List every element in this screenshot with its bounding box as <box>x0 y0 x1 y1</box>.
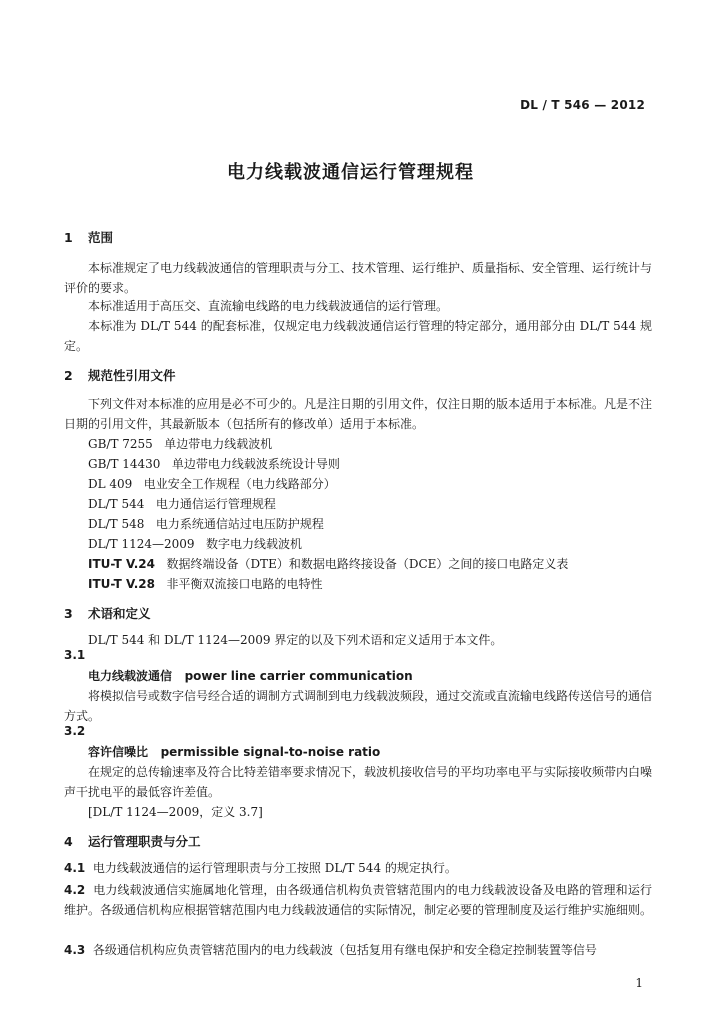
term-3-1-name: 电力线载波通信 power line carrier communication <box>88 669 413 683</box>
section-3-heading <box>64 604 151 622</box>
term-3-2-source: [DL/T 1124—2009，定义 3.7] <box>88 805 263 819</box>
section-2-number: 2 <box>64 368 73 383</box>
section-4-number: 4 <box>64 834 73 849</box>
reference-item: ITU-T V.28 非平衡双流接口电路的电特性 <box>88 577 323 591</box>
reference-item: ITU-T V.24 数据终端设备（DTE）和数据电路终接设备（DCE）之间的接口电路定义表 <box>88 557 569 571</box>
term-3-1-definition: 将模拟信号或数字信号经合适的调制方式调制到电力线载波频段，通过交流或直流输电线路传送信号的通信方式。 <box>64 689 653 723</box>
reference-item: DL/T 544 电力通信运行管理规程 <box>88 497 276 511</box>
page-number: 1 <box>635 976 643 990</box>
term-3-2-definition: 在规定的总传输速率及符合比特差错率要求情况下，载波机接收信号的平均功率电平与实际接收频带内白噪声干扰电平的最低容许差值。 <box>64 765 653 799</box>
section-1-heading <box>64 228 113 246</box>
clause-4-2: 4.2 电力线载波通信实施属地化管理，由各级通信机构负责管辖范围内的电力线载波设备及电路的管理和运行维护。各级通信机构应根据管辖范围内电力线载波通信的实际情况，制定必要的管理制度及运行维护实施细则。 <box>64 883 653 917</box>
section-1-paragraph-2: 本标准适用于高压交、直流输电线路的电力线载波通信的运行管理。 <box>88 299 449 313</box>
section-3-intro: DL/T 544 和 DL/T 1124—2009 界定的以及下列术语和定义适用于本文件。 <box>88 633 503 647</box>
section-1-paragraph-3: 本标准为 DL/T 544 的配套标准，仅规定电力线载波通信运行管理的特定部分，通用部分由 DL/T 544 规定。 <box>64 319 652 353</box>
section-3-title: 术语和定义 <box>88 606 151 621</box>
term-3-1-number: 3.1 <box>64 648 86 662</box>
reference-item: DL/T 548 电力系统通信站过电压防护规程 <box>88 517 324 531</box>
reference-item: DL 409 电业安全工作规程（电力线路部分） <box>88 477 336 491</box>
section-2-title: 规范性引用文件 <box>88 368 176 383</box>
section-3-number: 3 <box>64 606 73 621</box>
section-1-paragraph-1: 本标准规定了电力线载波通信的管理职责与分工、技术管理、运行维护、质量指标、安全管理、运行统计与评价的要求。 <box>64 261 653 295</box>
term-3-2-number: 3.2 <box>64 724 86 738</box>
standard-number: DL / T 546 — 2012 <box>520 98 645 112</box>
document-title: 电力线载波通信运行管理规程 <box>227 162 474 183</box>
section-2-intro: 下列文件对本标准的应用是必不可少的。凡是注日期的引用文件，仅注日期的版本适用于本标准。凡是不注日期的引用文件，其最新版本（包括所有的修改单）适用于本标准。 <box>64 397 653 431</box>
reference-item: DL/T 1124—2009 数字电力线载波机 <box>88 537 302 551</box>
section-1-title: 范围 <box>88 230 114 245</box>
section-1-number: 1 <box>64 230 73 245</box>
section-4-heading <box>64 832 201 850</box>
section-2-heading <box>64 366 176 384</box>
reference-item: GB/T 7255 单边带电力线载波机 <box>88 437 273 451</box>
clause-4-3: 4.3 各级通信机构应负责管辖范围内的电力线载波（包括复用有继电保护和安全稳定控制装置等信号 <box>64 943 597 957</box>
term-3-2-name: 容许信噪比 permissible signal-to-noise ratio <box>88 745 381 759</box>
clause-4-1: 4.1 电力线载波通信的运行管理职责与分工按照 DL/T 544 的规定执行。 <box>64 861 457 875</box>
section-4-title: 运行管理职责与分工 <box>88 834 201 849</box>
reference-item: GB/T 14430 单边带电力线载波系统设计导则 <box>88 457 340 471</box>
